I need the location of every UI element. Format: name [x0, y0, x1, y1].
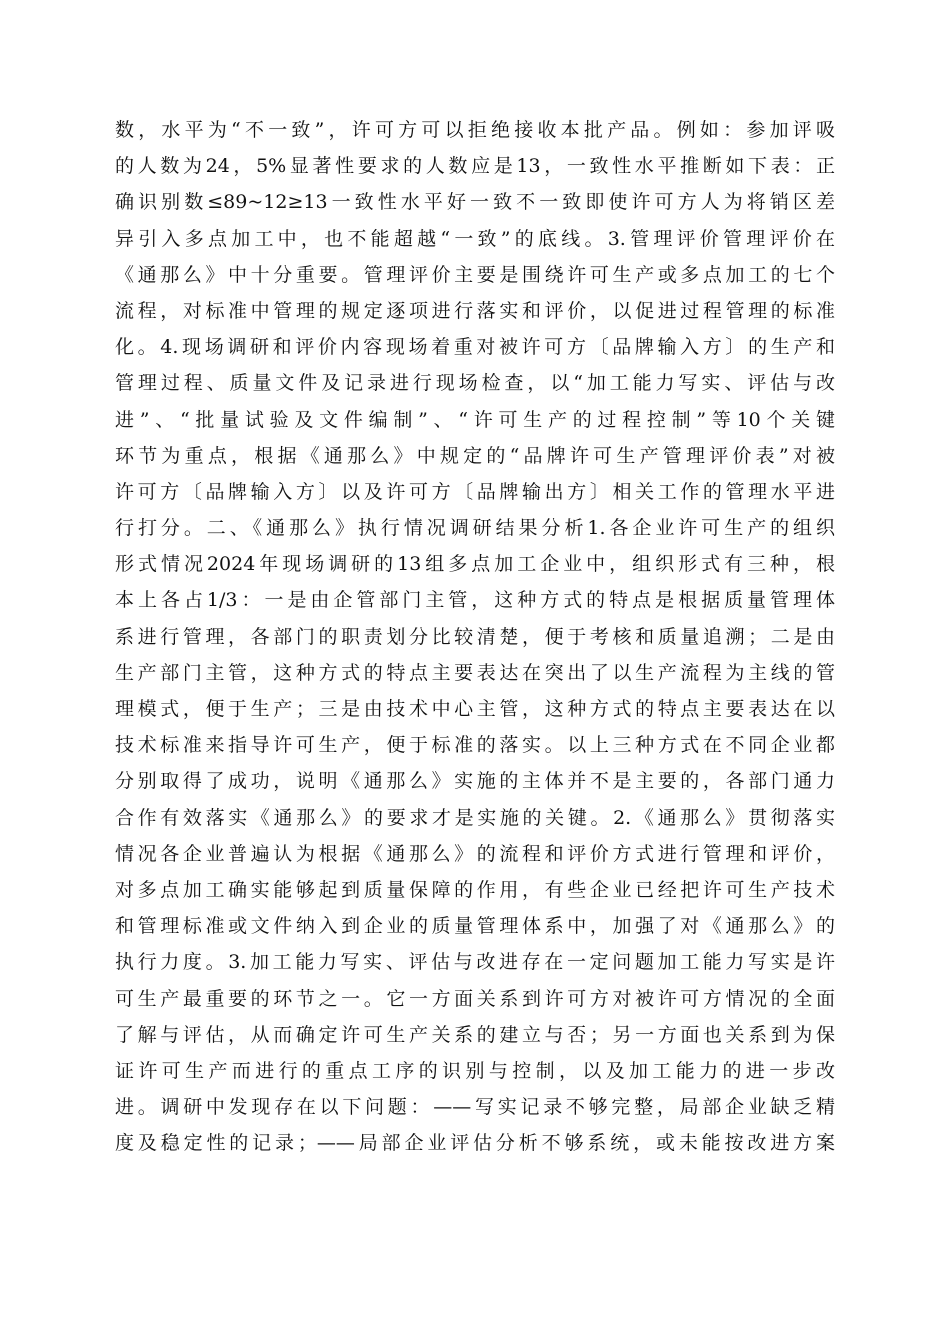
text-line: 本上各占1/3：一是由企管部门主管，这种方式的特点是根据质量管理体 — [115, 589, 835, 612]
text-line: 流程，对标准中管理的规定逐项进行落实和评价，以促进过程管理的标准 — [115, 299, 835, 322]
body-text — [115, 112, 835, 1161]
text-line: 系进行管理，各部门的职责划分比较清楚，便于考核和质量追溯；二是由 — [115, 625, 835, 648]
text-line: 数，水平为“不一致”，许可方可以拒绝接收本批产品。例如：参加评吸 — [115, 119, 835, 141]
text-line: 理模式，便于生产；三是由技术中心主管，这种方式的特点主要表达在以 — [115, 698, 835, 720]
text-line: 和管理标准或文件纳入到企业的质量管理体系中，加强了对《通那么》的 — [115, 915, 835, 938]
text-line: 证许可生产而进行的重点工序的识别与控制，以及加工能力的进一步改 — [115, 1059, 835, 1082]
text-line: 环节为重点，根据《通那么》中规定的“品牌许可生产管理评价表”对被 — [115, 444, 835, 467]
text-line: 合作有效落实《通那么》的要求才是实施的关键。2.《通那么》贯彻落实 — [115, 806, 835, 829]
text-line: 管理过程、质量文件及记录进行现场检查，以“加工能力写实、评估与改 — [115, 372, 835, 395]
text-line: 许可方〔品牌输入方〕以及许可方〔品牌输出方〕相关工作的管理水平进 — [115, 480, 835, 503]
text-line: 度及稳定性的记录；——局部企业评估分析不够系统，或未能按改进方案 — [115, 1132, 835, 1155]
text-line: 行打分。二、《通那么》执行情况调研结果分析1.各企业许可生产的组织 — [115, 517, 835, 540]
text-line: 情况各企业普遍认为根据《通那么》的流程和评价方式进行管理和评价， — [115, 842, 835, 865]
text-line: 生产部门主管，这种方式的特点主要表达在突出了以生产流程为主线的管 — [115, 661, 835, 684]
text-line: 的人数为24，5%显著性要求的人数应是13，一致性水平推断如下表：正 — [115, 155, 835, 178]
text-line: 对多点加工确实能够起到质量保障的作用，有些企业已经把许可生产技术 — [115, 878, 835, 901]
text-line: 形式情况2024年现场调研的13组多点加工企业中，组织形式有三种，根 — [115, 553, 835, 576]
text-line: 技术标准来指导许可生产，便于标准的落实。以上三种方式在不同企业都 — [115, 734, 835, 757]
text-line: 异引入多点加工中，也不能超越“一致”的底线。3.管理评价管理评价在 — [115, 227, 835, 250]
text-line: 可生产最重要的环节之一。它一方面关系到许可方对被许可方情况的全面 — [115, 987, 835, 1010]
text-line: 进。调研中发现存在以下问题：——写实记录不够完整，局部企业缺乏精 — [115, 1096, 835, 1119]
text-line: 执行力度。3.加工能力写实、评估与改进存在一定问题加工能力写实是许 — [115, 951, 835, 974]
text-line: 确识别数≤89~12≥13一致性水平好一致不一致即使许可方人为将销区差 — [115, 191, 835, 214]
text-line: 《通那么》中十分重要。管理评价主要是围绕许可生产或多点加工的七个 — [115, 263, 835, 286]
text-line: 分别取得了成功，说明《通那么》实施的主体并不是主要的，各部门通力 — [115, 770, 835, 793]
text-line: 了解与评估，从而确定许可生产关系的建立与否；另一方面也关系到为保 — [115, 1023, 835, 1046]
text-line: 化。4.现场调研和评价内容现场着重对被许可方〔品牌输入方〕的生产和 — [115, 336, 835, 359]
text-line: 进”、“批量试验及文件编制”、“许可生产的过程控制”等10个关键 — [115, 408, 835, 431]
